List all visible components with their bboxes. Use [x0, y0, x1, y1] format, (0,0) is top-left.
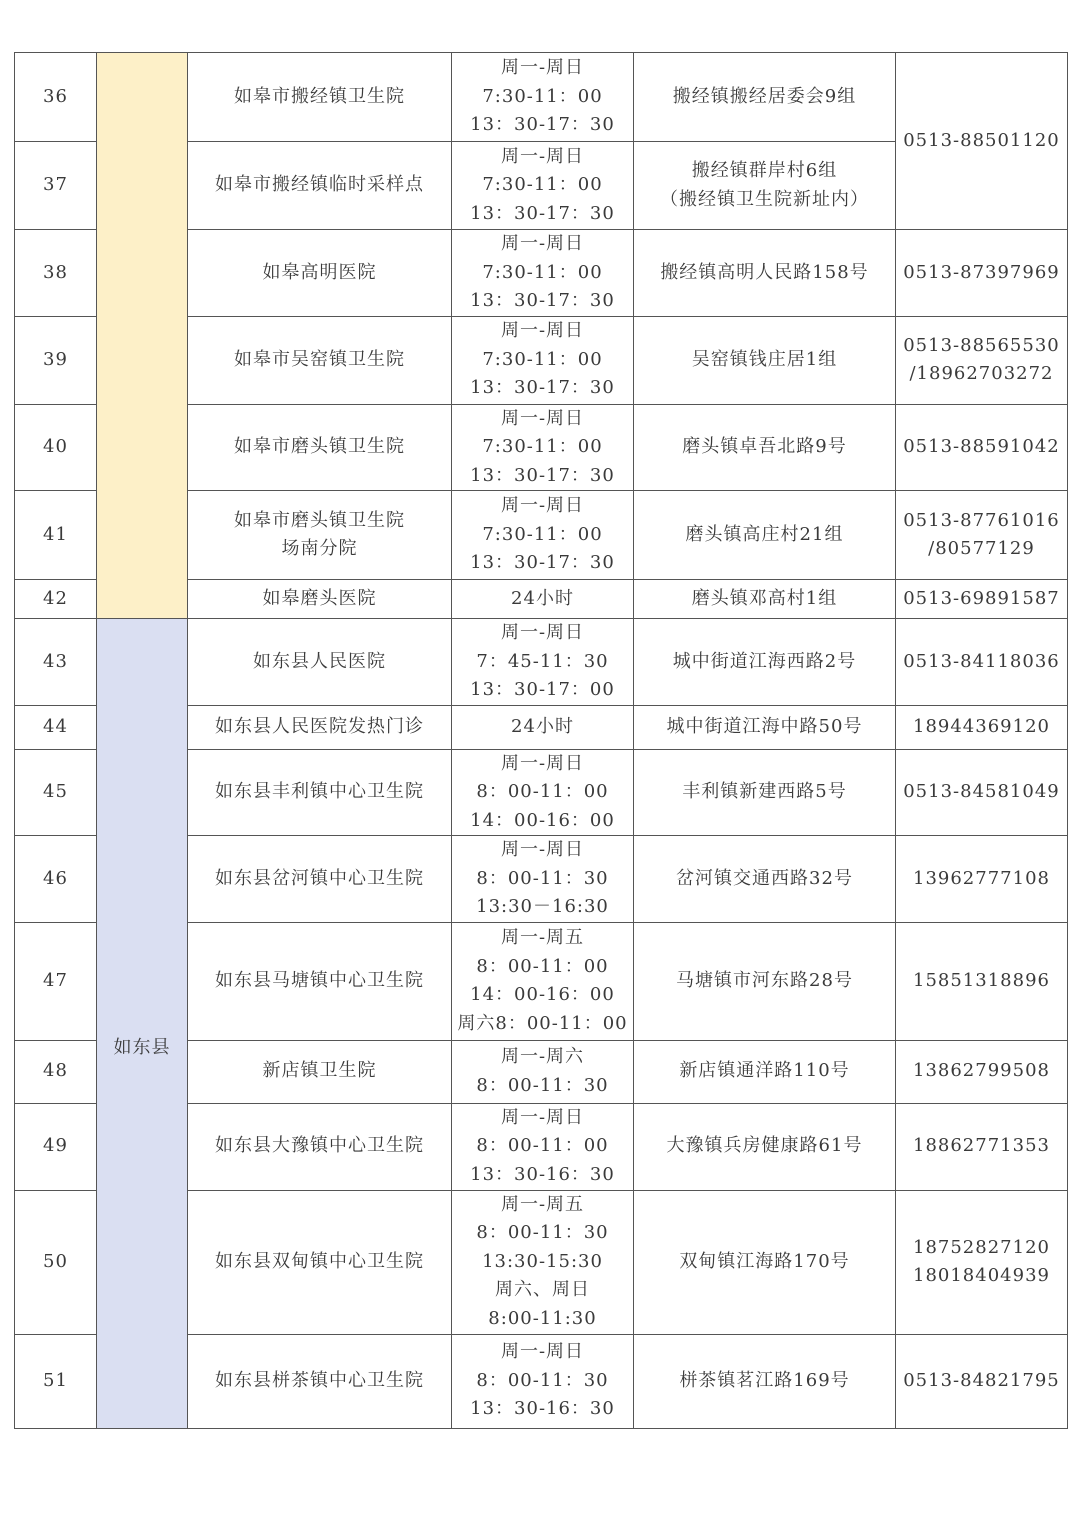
site-address: 新店镇通洋路110号 — [634, 1040, 896, 1103]
contact-phone: 0513-84581049 — [896, 749, 1068, 836]
opening-hours: 周一-周日 8：00-11：30 13：30-16：30 — [452, 1334, 634, 1428]
table-row — [15, 53, 1068, 142]
row-number: 43 — [15, 619, 97, 706]
site-name: 如皋市磨头镇卫生院 — [188, 404, 452, 491]
site-name: 如东县人民医院 — [188, 619, 452, 706]
contact-phone: 0513-84118036 — [896, 619, 1068, 706]
opening-hours: 周一-周五 8：00-11：30 13:30-15:30 周六、周日 8:00-11:30 — [452, 1190, 634, 1334]
opening-hours: 周一-周日 7:30-11：00 13：30-17：30 — [452, 230, 634, 317]
row-number: 47 — [15, 922, 97, 1040]
site-address: 搬经镇群岸村6组 （搬经镇卫生院新址内） — [634, 142, 896, 230]
site-address: 双甸镇江海路170号 — [634, 1190, 896, 1334]
contact-phone: 18944369120 — [896, 705, 1068, 749]
site-address: 磨头镇卓吾北路9号 — [634, 404, 896, 491]
opening-hours: 周一-周日 8：00-11：00 13：30-16：30 — [452, 1103, 634, 1190]
site-name: 如东县岔河镇中心卫生院 — [188, 836, 452, 923]
row-number: 51 — [15, 1334, 97, 1428]
site-address: 城中街道江海中路50号 — [634, 705, 896, 749]
contact-phone: 0513-88591042 — [896, 404, 1068, 491]
contact-phone: 0513-88501120 — [896, 53, 1068, 230]
row-number: 40 — [15, 404, 97, 491]
site-address: 磨头镇邓高村1组 — [634, 580, 896, 619]
row-number: 39 — [15, 316, 97, 404]
row-number: 42 — [15, 580, 97, 619]
contact-phone: 13862799508 — [896, 1040, 1068, 1103]
row-number: 50 — [15, 1190, 97, 1334]
opening-hours: 周一-周日 7：45-11：30 13：30-17：00 — [452, 619, 634, 706]
site-name: 如东县马塘镇中心卫生院 — [188, 922, 452, 1040]
testing-sites-table — [14, 52, 1068, 1429]
opening-hours: 24小时 — [452, 580, 634, 619]
site-address: 岔河镇交通西路32号 — [634, 836, 896, 923]
opening-hours: 24小时 — [452, 705, 634, 749]
opening-hours: 周一-周六 8：00-11：30 — [452, 1040, 634, 1103]
site-name: 如皋高明医院 — [188, 230, 452, 317]
site-name: 如东县双甸镇中心卫生院 — [188, 1190, 452, 1334]
site-name: 如东县栟茶镇中心卫生院 — [188, 1334, 452, 1428]
contact-phone: 0513-84821795 — [896, 1334, 1068, 1428]
site-name: 如皋市吴窑镇卫生院 — [188, 316, 452, 404]
opening-hours: 周一-周日 7:30-11：00 13：30-17：30 — [452, 53, 634, 142]
row-number: 36 — [15, 53, 97, 142]
site-address: 磨头镇高庄村21组 — [634, 491, 896, 580]
site-address: 城中街道江海西路2号 — [634, 619, 896, 706]
site-name: 如皋磨头医院 — [188, 580, 452, 619]
site-name: 如皋市磨头镇卫生院 场南分院 — [188, 491, 452, 580]
site-address: 大豫镇兵房健康路61号 — [634, 1103, 896, 1190]
opening-hours: 周一-周日 7:30-11：00 13：30-17：30 — [452, 142, 634, 230]
row-number: 41 — [15, 491, 97, 580]
table-row — [15, 619, 1068, 706]
site-address: 栟茶镇茗江路169号 — [634, 1334, 896, 1428]
site-name: 如东县丰利镇中心卫生院 — [188, 749, 452, 836]
contact-phone: 0513-87397969 — [896, 230, 1068, 317]
contact-phone: 18752827120 18018404939 — [896, 1190, 1068, 1334]
row-number: 49 — [15, 1103, 97, 1190]
site-name: 如东县大豫镇中心卫生院 — [188, 1103, 452, 1190]
opening-hours: 周一-周五 8：00-11：00 14：00-16：00 周六8：00-11：00 — [452, 922, 634, 1040]
region-label: 如东县 — [113, 1037, 171, 1058]
contact-phone: 18862771353 — [896, 1103, 1068, 1190]
row-number: 45 — [15, 749, 97, 836]
opening-hours: 周一-周日 7:30-11：00 13：30-17：30 — [452, 316, 634, 404]
opening-hours: 周一-周日 8：00-11：30 13:30－16:30 — [452, 836, 634, 923]
region-cell-rugao — [97, 53, 188, 619]
site-address: 搬经镇搬经居委会9组 — [634, 53, 896, 142]
site-name: 新店镇卫生院 — [188, 1040, 452, 1103]
row-number: 48 — [15, 1040, 97, 1103]
opening-hours: 周一-周日 8：00-11：00 14：00-16：00 — [452, 749, 634, 836]
contact-phone: 0513-87761016 /80577129 — [896, 491, 1068, 580]
opening-hours: 周一-周日 7:30-11：00 13：30-17：30 — [452, 404, 634, 491]
site-address: 搬经镇高明人民路158号 — [634, 230, 896, 317]
region-cell-rudong — [97, 619, 188, 1429]
contact-phone: 15851318896 — [896, 922, 1068, 1040]
row-number: 44 — [15, 705, 97, 749]
opening-hours: 周一-周日 7:30-11：00 13：30-17：30 — [452, 491, 634, 580]
site-name: 如东县人民医院发热门诊 — [188, 705, 452, 749]
row-number: 38 — [15, 230, 97, 317]
row-number: 37 — [15, 142, 97, 230]
contact-phone: 13962777108 — [896, 836, 1068, 923]
row-number: 46 — [15, 836, 97, 923]
site-name: 如皋市搬经镇卫生院 — [188, 53, 452, 142]
contact-phone: 0513-69891587 — [896, 580, 1068, 619]
site-name: 如皋市搬经镇临时采样点 — [188, 142, 452, 230]
site-address: 吴窑镇钱庄居1组 — [634, 316, 896, 404]
site-address: 丰利镇新建西路5号 — [634, 749, 896, 836]
contact-phone: 0513-88565530 /18962703272 — [896, 316, 1068, 404]
site-address: 马塘镇市河东路28号 — [634, 922, 896, 1040]
